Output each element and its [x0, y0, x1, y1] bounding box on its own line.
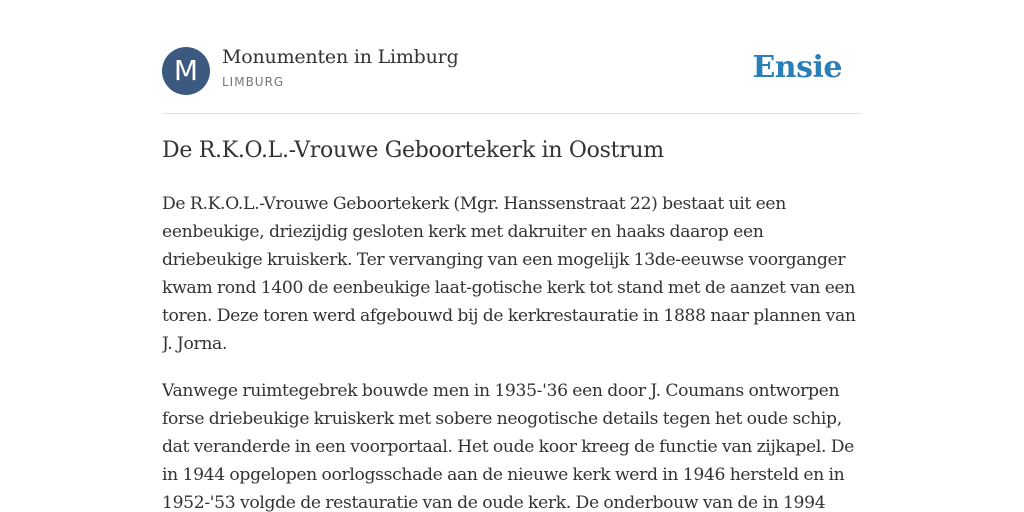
channel-title[interactable]: Monumenten in Limburg	[222, 46, 459, 68]
article-paragraph: De R.K.O.L.-Vrouwe Geboortekerk (Mgr. Hanssenstraat 22) bestaat uit een eenbeukige, driezijdig gesloten kerk met dakruiter en haaks daarop een driebeukige kruiskerk. Ter vervanging van een mogelijk 13de-eeuwse voorganger kwam rond 1400 de eenbeukige laat-gotische kerk tot stand met de aanzet van een toren. Deze toren werd afgebouwd bij de kerkrestauratie in 1888 naar plannen van J. Jorna.	[162, 194, 856, 354]
ensie-logo[interactable]: Ensie	[752, 50, 842, 85]
page	[162, 0, 862, 512]
article-body	[162, 190, 862, 512]
avatar[interactable]: M	[162, 47, 210, 95]
header-divider	[162, 113, 862, 114]
article-title: De R.K.O.L.-Vrouwe Geboortekerk in Oostrum	[162, 138, 664, 163]
article-paragraph: Vanwege ruimtegebrek bouwde men in 1935-'36 een door J. Coumans ontworpen forse driebeukige kruiskerk met sobere neogotische details tegen het oude schip, dat veranderde in een voorportaal. Het oude koor kreeg de functie van zijkapel. De in 1944 opgelopen oorlogsschade aan de nieuwe kerk werd in 1946 hersteld en in 1952-'53 volgde de restauratie van de oude kerk. De onderbouw van de in 1994	[162, 381, 854, 512]
channel-subtitle[interactable]: LIMBURG	[222, 75, 285, 89]
channel-header	[162, 46, 862, 96]
